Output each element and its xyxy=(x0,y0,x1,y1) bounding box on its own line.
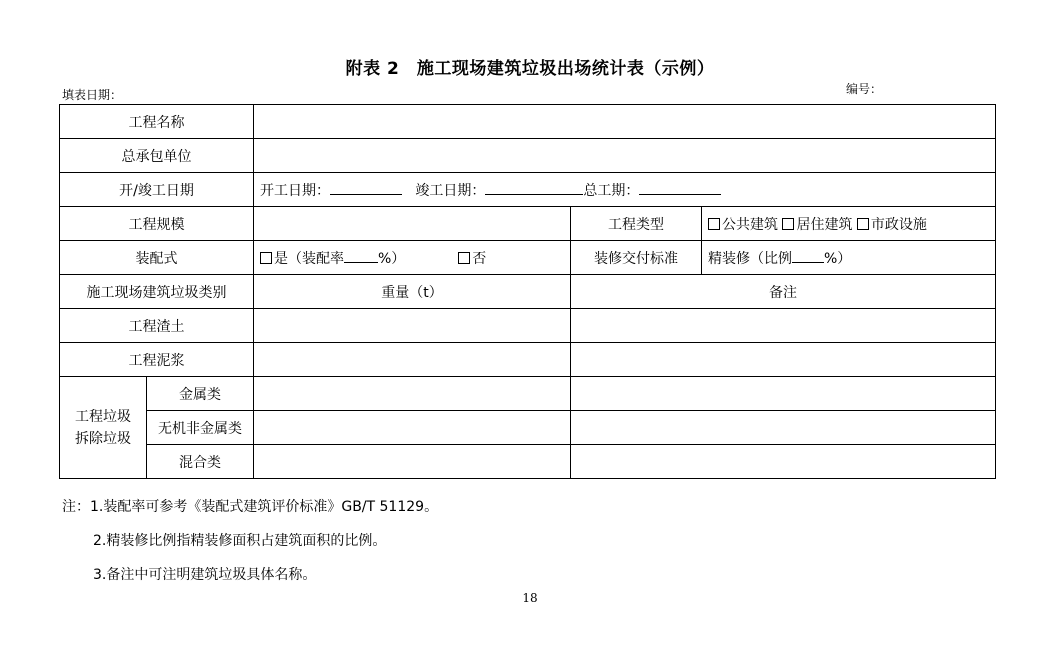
note-item: 2.精装修比例指精装修面积占建筑面积的比例。 xyxy=(93,533,387,549)
serial-number-label: 编号： xyxy=(846,82,883,96)
nonmetal-remarks-field[interactable] xyxy=(571,411,996,445)
mud-remarks-field[interactable] xyxy=(571,343,996,377)
mixed-remarks-field[interactable] xyxy=(571,445,996,479)
mud-label: 工程泥浆 xyxy=(60,343,254,377)
demolition-group-label: 工程垃圾 拆除垃圾 xyxy=(60,377,147,479)
general-contractor-field[interactable] xyxy=(254,139,996,173)
project-type-options xyxy=(702,207,996,241)
dates-field xyxy=(254,173,996,207)
table-row xyxy=(60,309,996,343)
waste-statistics-table xyxy=(59,104,996,479)
public-building-checkbox[interactable] xyxy=(708,218,720,230)
residential-building-label: 居住建筑 xyxy=(796,216,853,233)
muck-weight-field[interactable] xyxy=(254,309,571,343)
prefab-yes-checkbox[interactable] xyxy=(260,252,272,264)
mixed-label: 混合类 xyxy=(147,445,254,479)
table-row xyxy=(60,105,996,139)
fine-decoration-label: 精装修（比例 xyxy=(708,250,792,267)
general-contractor-label: 总承包单位 xyxy=(60,139,254,173)
metal-label: 金属类 xyxy=(147,377,254,411)
table-row xyxy=(60,445,996,479)
table-row xyxy=(60,173,996,207)
weight-header: 重量（t） xyxy=(254,275,571,309)
prefab-label: 装配式 xyxy=(60,241,254,275)
decoration-standard-label: 装修交付标准 xyxy=(571,241,702,275)
metal-weight-field[interactable] xyxy=(254,377,571,411)
fine-decoration-suffix: %） xyxy=(824,250,852,267)
prefab-yes-suffix: %） xyxy=(378,250,406,267)
table-row xyxy=(60,275,996,309)
table-row xyxy=(60,343,996,377)
residential-building-checkbox[interactable] xyxy=(782,218,794,230)
table-row xyxy=(60,207,996,241)
notes xyxy=(62,490,438,592)
municipal-facility-checkbox[interactable] xyxy=(857,218,869,230)
page-number: 18 xyxy=(522,591,538,605)
table-row xyxy=(60,241,996,275)
table-row xyxy=(60,139,996,173)
finish-date-label: 竣工日期： xyxy=(415,182,486,199)
prefab-yes-label: 是（装配率 xyxy=(274,250,344,267)
prefab-no-label: 否 xyxy=(472,250,487,267)
decoration-standard-field xyxy=(702,241,996,275)
public-building-label: 公共建筑 xyxy=(722,216,778,233)
project-type-label: 工程类型 xyxy=(571,207,702,241)
prefab-rate-blank[interactable] xyxy=(344,248,378,263)
fill-date-label: 填表日期： xyxy=(62,88,123,102)
project-name-label: 工程名称 xyxy=(60,105,254,139)
start-date-label: 开工日期： xyxy=(260,182,330,199)
dates-label: 开/竣工日期 xyxy=(60,173,254,207)
total-days-blank[interactable] xyxy=(639,180,721,195)
metal-remarks-field[interactable] xyxy=(571,377,996,411)
table-row xyxy=(60,411,996,445)
total-days-label: 总工期： xyxy=(583,182,640,199)
mud-weight-field[interactable] xyxy=(254,343,571,377)
project-scale-field[interactable] xyxy=(254,207,571,241)
note-item: 注：1.装配率可参考《装配式建筑评价标准》GB/T 51129。 xyxy=(62,499,439,515)
mixed-weight-field[interactable] xyxy=(254,445,571,479)
page-title: 附表 2 施工现场建筑垃圾出场统计表（示例） xyxy=(345,59,715,79)
finish-date-blank[interactable] xyxy=(485,180,583,195)
waste-category-header: 施工现场建筑垃圾类别 xyxy=(60,275,254,309)
nonmetal-weight-field[interactable] xyxy=(254,411,571,445)
municipal-facility-label: 市政设施 xyxy=(870,216,927,233)
fine-decoration-ratio-blank[interactable] xyxy=(792,248,824,263)
start-date-blank[interactable] xyxy=(330,180,402,195)
muck-remarks-field[interactable] xyxy=(571,309,996,343)
project-name-field[interactable] xyxy=(254,105,996,139)
table-row xyxy=(60,377,996,411)
nonmetal-inorganic-label: 无机非金属类 xyxy=(147,411,254,445)
prefab-no-checkbox[interactable] xyxy=(458,252,470,264)
prefab-options xyxy=(254,241,571,275)
remarks-header: 备注 xyxy=(571,275,996,309)
note-item: 3.备注中可注明建筑垃圾具体名称。 xyxy=(93,567,317,583)
muck-label: 工程渣土 xyxy=(60,309,254,343)
project-scale-label: 工程规模 xyxy=(60,207,254,241)
